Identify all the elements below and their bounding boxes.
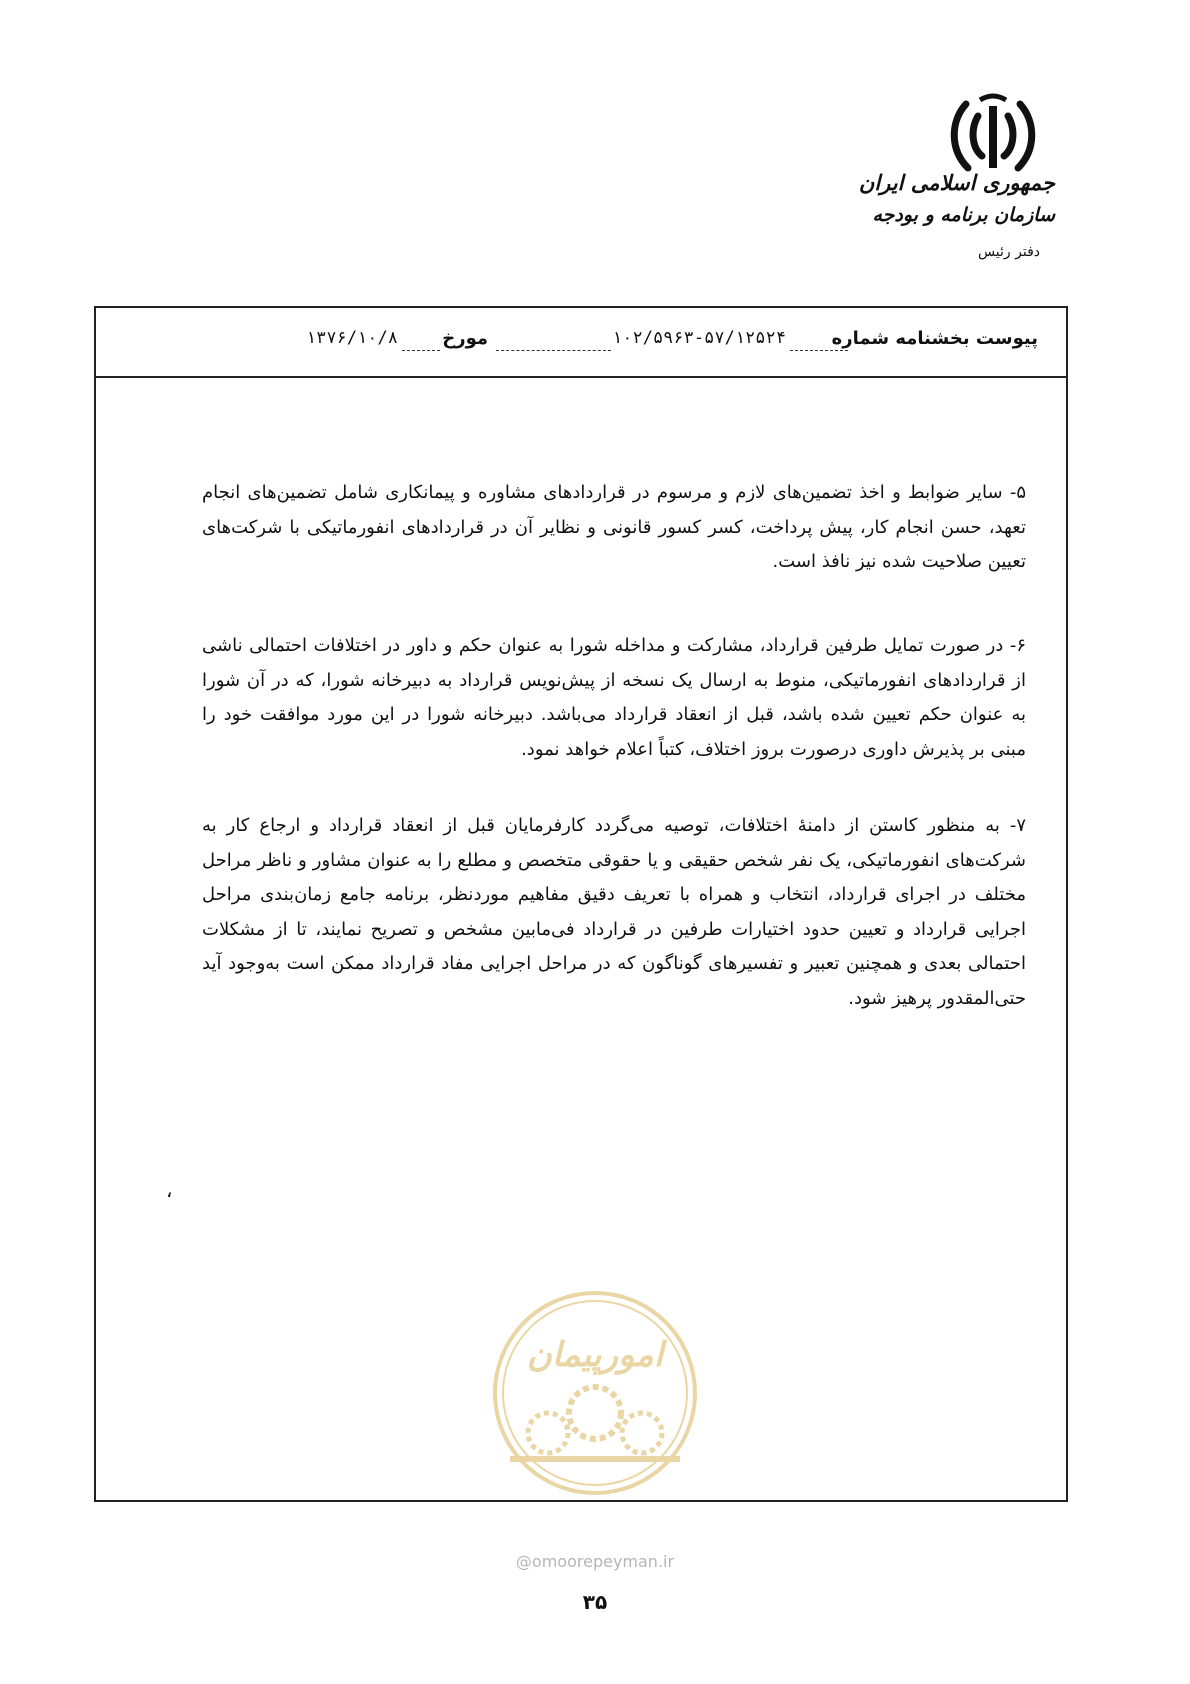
reference-number: ۱۰۲/۵۹۶۳-۵۷/۱۲۵۲۴ [612, 328, 786, 348]
date-fill-line [402, 328, 440, 351]
date-label: مورخ [442, 328, 488, 349]
letterhead-office: دفتر رئیس [977, 244, 1040, 260]
paragraph-5: ۵- سایر ضوابط و اخذ تضمین‌های لازم و مرسوم در قراردادهای مشاوره و پیمانکاری شامل تضمین‌های انجام تعهد، حسن انجام کار، پیش پرداخت، کسر کسور قانونی و نظایر آن در قراردادهای انفورماتیکی با شرکت‌های تعیین صلاحیت شده نیز نافذ است. [202, 482, 1026, 572]
reference-bar [96, 308, 1066, 378]
stray-ink-mark: ، [166, 1178, 173, 1202]
watermark-url: @omoorepeyman.ir [515, 1552, 675, 1571]
reference-label: پیوست بخشنامه شماره [831, 328, 1038, 349]
letterhead-country: جمهوری اسلامی ایران [858, 170, 1055, 195]
reference-fill-line [790, 328, 848, 351]
reference-fill-line [496, 328, 611, 351]
iran-emblem-icon [948, 92, 1038, 180]
letterhead-organization: سازمان برنامه و بودجه [872, 204, 1055, 226]
watermark-seal-icon [490, 1288, 700, 1498]
paragraph-6: ۶- در صورت تمایل طرفین قرارداد، مشارکت و مداخله شورا به عنوان حکم و داور در اختلافات احتمالی ناشی از قراردادهای انفورماتیکی، منوط به ارسال یک نسخه از پیش‌نویس قرارداد به دبیرخانه شورا، که در آن شورا به عنوان حکم تعیین شده باشد، قبل از انعقاد قرارداد می‌باشد. دبیرخانه شورا در این مورد موافقت خود را مبنی بر پذیرش داوری درصورت بروز اختلاف، کتباً اعلام خواهد نمود. [202, 635, 1026, 760]
watermark-brand: امورپیمان [526, 1335, 664, 1375]
reference-date: ۱۳۷۶/۱۰/۸ [305, 328, 398, 348]
paragraph-7: ۷- به منظور کاستن از دامنهٔ اختلافات، توصیه می‌گردد کارفرمایان قبل از انعقاد قرارداد و ارجاع کار به شرکت‌های انفورماتیکی، یک نفر شخص حقیقی و یا حقوقی متخصص و مطلع را به عنوان مشاور و ناظر مراحل مختلف در اجرای قرارداد، انتخاب و همراه با تعریف دقیق مفاهیم موردنظر، برنامه جامع زمان‌بندی مراحل اجرایی قرارداد و تعیین حدود اختیارات طرفین در قرارداد فی‌مابین مشخص و تصریح نمایند، تا از مشکلات احتمالی بعدی و همچنین تعبیر و تفسیرهای گوناگون که در مراحل اجرایی مفاد قرارداد ممکن است به‌وجود آید حتی‌المقدور پرهیز شود. [202, 815, 1026, 1009]
page-number: ۳۵ [582, 1590, 608, 1614]
